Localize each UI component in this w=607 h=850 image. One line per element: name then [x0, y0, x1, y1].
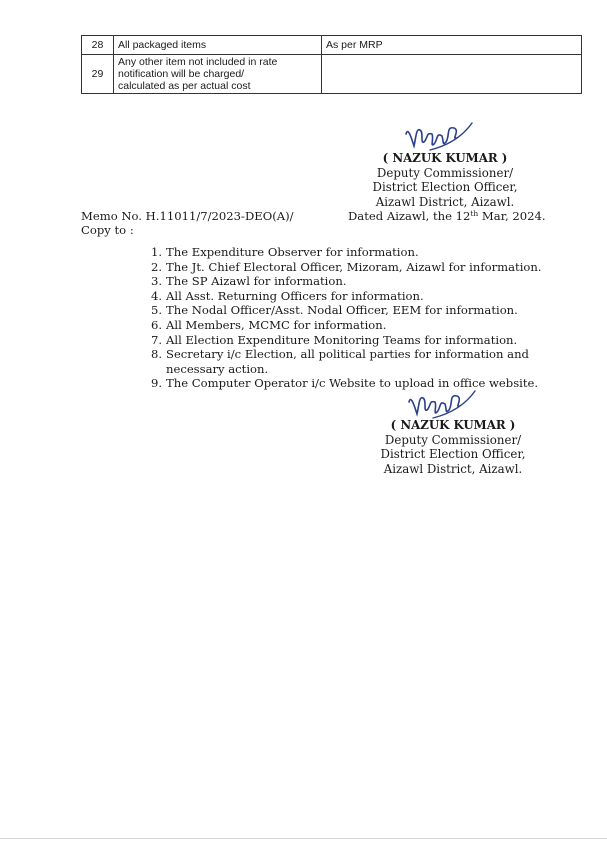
- list-number: 3.: [150, 274, 162, 289]
- designation-line: Deputy Commissioner/: [376, 165, 514, 180]
- handwritten-signature: [402, 120, 474, 154]
- item-cell: [114, 55, 322, 94]
- signatory-name: ( NAZUK KUMAR ): [390, 418, 516, 432]
- handwritten-signature: [405, 388, 477, 422]
- list-item: [142, 318, 552, 333]
- list-number: 2.: [150, 259, 162, 274]
- page-bottom-rule: [0, 838, 607, 839]
- list-item: [142, 260, 552, 275]
- list-item: [142, 289, 552, 304]
- list-item: [142, 274, 552, 289]
- row-number: 28: [82, 36, 114, 55]
- list-number: 5.: [150, 303, 162, 318]
- date-suffix: Mar, 2024.: [478, 209, 546, 223]
- designation-line: Deputy Commissioner/: [384, 432, 522, 447]
- copy-to-label: Copy to :: [81, 223, 134, 237]
- item-cell: [114, 36, 322, 55]
- list-item: [142, 333, 552, 348]
- list-text: All Members, MCMC for information.: [166, 317, 387, 332]
- signature-block: [345, 151, 545, 209]
- designation-line: District Election Officer,: [380, 447, 526, 462]
- list-number: 1.: [150, 245, 162, 259]
- designation-line: Aizawl District, Aizawl.: [375, 194, 515, 209]
- copy-to-list: [142, 245, 552, 391]
- list-text: All Asst. Returning Officers for information.: [166, 288, 424, 303]
- list-number: 6.: [150, 317, 162, 332]
- list-item: [142, 245, 552, 260]
- memo-number: Memo No. H.11011/7/2023-DEO(A)/: [81, 209, 294, 223]
- rate-cell: As per MRP: [322, 36, 582, 55]
- list-text: The SP Aizawl for information.: [166, 274, 347, 289]
- list-number: 9.: [150, 376, 162, 391]
- date-prefix: Dated Aizawl, the 12: [348, 209, 471, 223]
- list-text: All Election Expenditure Monitoring Teams for information.: [166, 332, 518, 347]
- list-number: 4.: [150, 288, 162, 303]
- memo-date: [348, 209, 546, 223]
- item-text: All packaged items: [118, 39, 207, 51]
- list-text: The Jt. Chief Electoral Officer, Mizoram, Aizawl for information.: [166, 259, 542, 274]
- list-text: The Expenditure Observer for information.: [166, 245, 419, 259]
- table-row: [82, 36, 582, 55]
- rates-table: [81, 35, 582, 94]
- list-item: [142, 347, 552, 376]
- list-item: [142, 376, 552, 391]
- designation-line: Aizawl District, Aizawl.: [383, 461, 523, 476]
- item-text-line: notification will be charged/: [118, 68, 245, 80]
- date-ordinal: th: [470, 209, 479, 218]
- item-text-line: Any other item not included in rate: [118, 56, 278, 68]
- list-number: 7.: [150, 332, 162, 347]
- signatory-name: ( NAZUK KUMAR ): [382, 151, 508, 165]
- signature-block: [353, 418, 553, 476]
- item-text-line: calculated as per actual cost: [118, 80, 251, 92]
- list-text: The Nodal Officer/Asst. Nodal Officer, EEM for information.: [166, 303, 518, 318]
- list-number: 8.: [150, 347, 162, 362]
- rate-cell: [322, 55, 582, 94]
- table-row: [82, 55, 582, 94]
- row-number: 29: [82, 55, 114, 94]
- list-text: The Computer Operator i/c Website to upload in office website.: [166, 376, 539, 391]
- designation-line: District Election Officer,: [372, 180, 518, 195]
- list-text: Secretary i/c Election, all political parties for information and necessary action.: [166, 347, 529, 376]
- list-item: [142, 303, 552, 318]
